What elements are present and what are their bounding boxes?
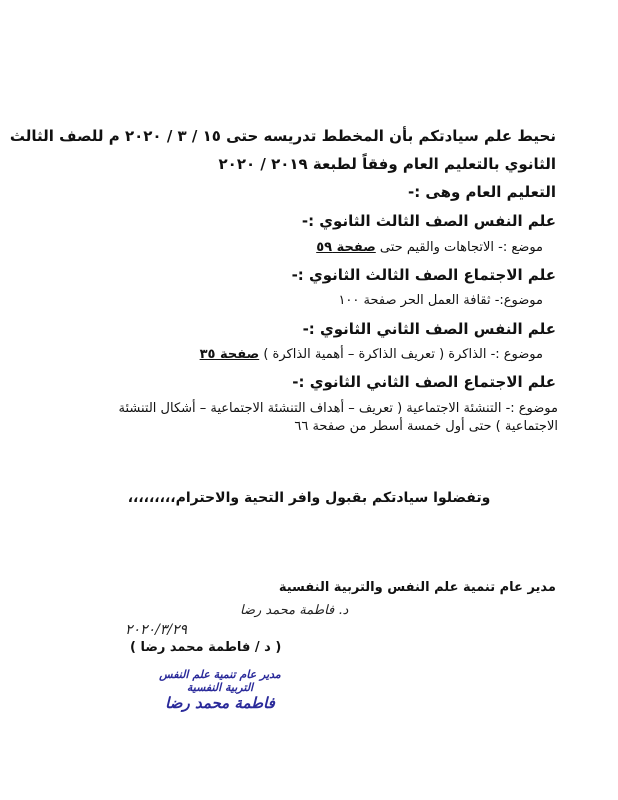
section-topic: موضوع:- ثقافة العمل الحر صفحة ١٠٠ bbox=[338, 293, 543, 308]
topic-text: موضع :- الاتجاهات والقيم حتى bbox=[375, 240, 543, 255]
section-topic bbox=[200, 347, 543, 362]
intro-line-2: الثانوي بالتعليم العام وفقاً لطبعة ٢٠١٩ / ٢٠٢٠ bbox=[218, 155, 556, 173]
section-topic: موضوع :- التنشئة الاجتماعية ( تعريف – أهداف التنشئة الاجتماعية – أشكال التنشئة bbox=[118, 401, 558, 416]
intro-line-3: التعليم العام وهى :- bbox=[407, 183, 556, 201]
section-heading: علم النفس الصف الثاني الثانوي :- bbox=[302, 320, 556, 338]
stamp-line-2: التربية النفسية bbox=[186, 681, 254, 694]
stamp-line-1: مدير عام تنمية علم النفس bbox=[159, 668, 281, 681]
section-heading: علم النفس الصف الثالث الثانوي :- bbox=[301, 212, 556, 230]
section-topic bbox=[316, 240, 543, 255]
closing-line: وتفضلوا سيادتكم بقبول وافر التحية والاحترام،،،،،،،،، bbox=[127, 490, 491, 506]
section-topic-continued: الاجتماعية ) حتى أول خمسة أسطر من صفحة ٦٦ bbox=[294, 419, 558, 434]
section-heading: علم الاجتماع الصف الثالث الثانوي :- bbox=[291, 266, 556, 284]
page-ref: صفحة ٥٩ bbox=[316, 240, 376, 255]
handwritten-date: ٢٠٢٠/٣/٢٩ bbox=[125, 622, 188, 638]
signatory-name: ( د / فاطمة محمد رضا ) bbox=[130, 640, 282, 655]
intro-line-1: نحيط علم سيادتكم بأن المخطط تدريسه حتى ١٥ / ٣ / ٢٠٢٠ م للصف الثالث bbox=[9, 127, 556, 145]
section-heading: علم الاجتماع الصف الثاني الثانوي :- bbox=[292, 373, 556, 391]
topic-text: موضوع :- الذاكرة ( تعريف الذاكرة – أهمية الذاكرة ) bbox=[259, 347, 543, 362]
stamp bbox=[150, 668, 290, 712]
signature-title: مدير عام تنمية علم النفس والتربية النفسية bbox=[278, 580, 556, 595]
handwritten-signature: د. فاطمة محمد رضا bbox=[240, 603, 349, 618]
stamp-line-3: فاطمة محمد رضا bbox=[165, 694, 275, 712]
page-ref: صفحة ٣٥ bbox=[199, 347, 260, 362]
